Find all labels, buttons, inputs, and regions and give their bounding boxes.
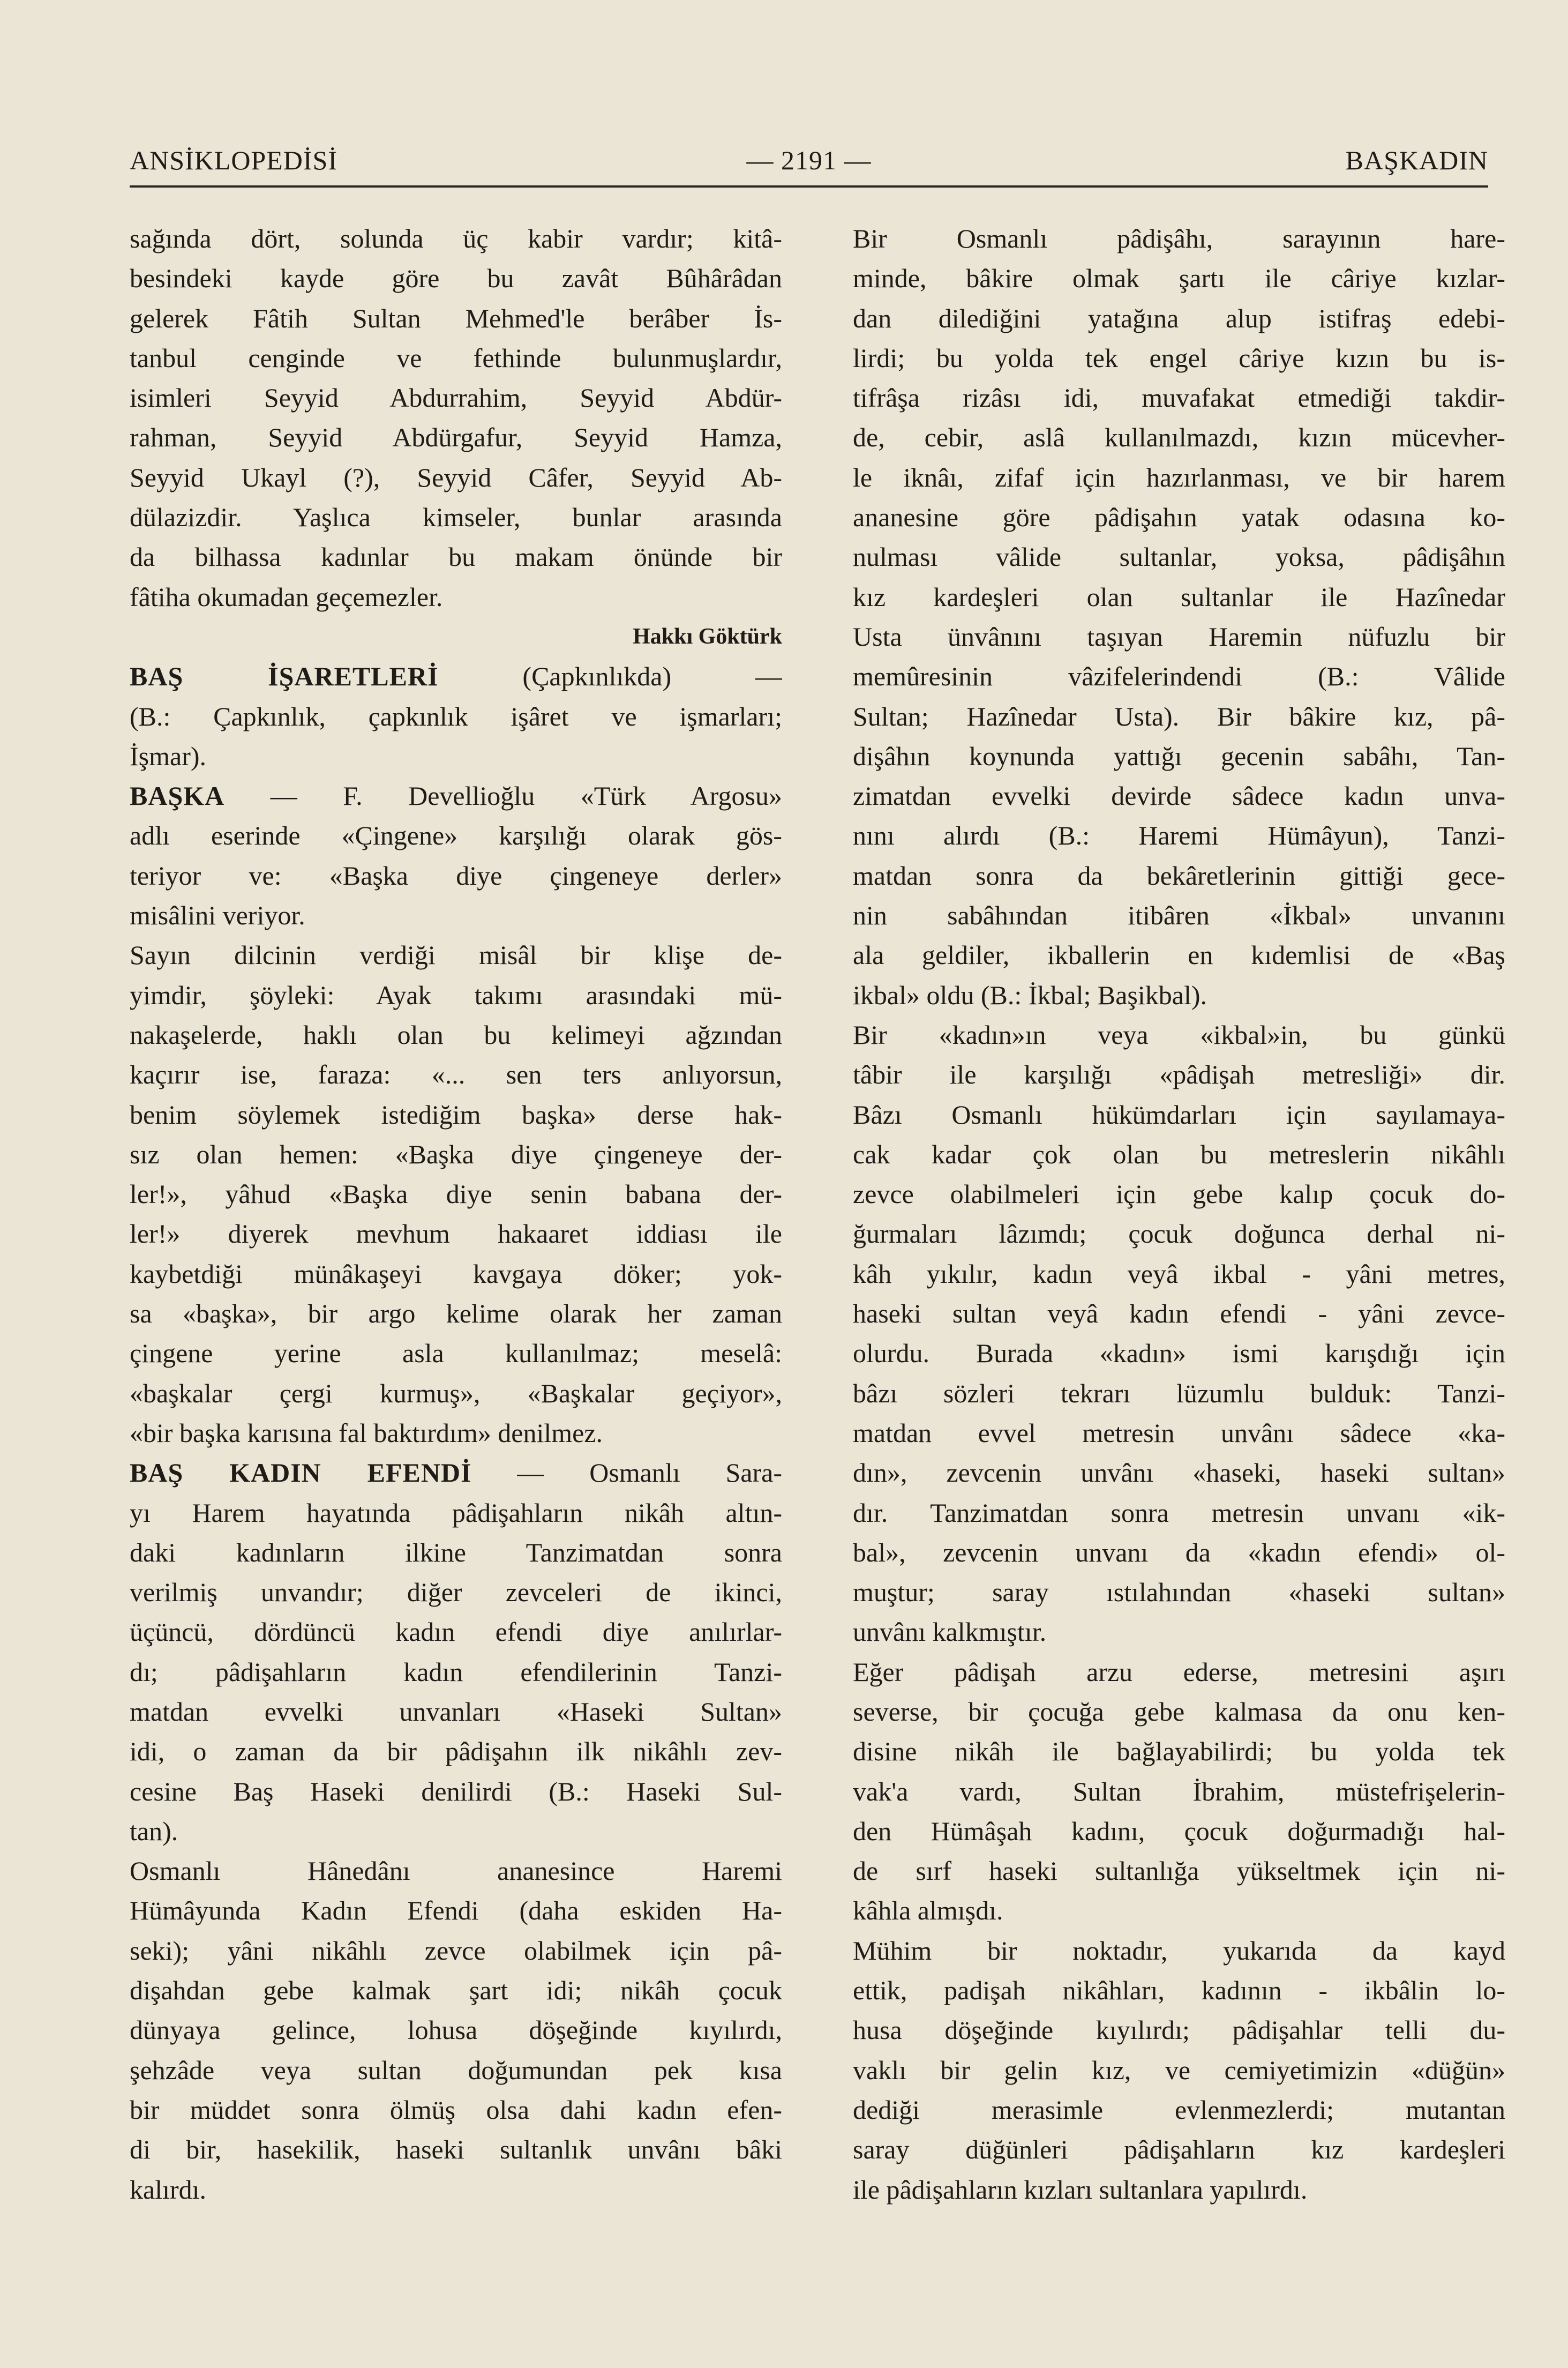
left-column-line [130,1294,782,1333]
right-column-line [853,1095,1505,1134]
entry-heading: BAŞ KADIN EFENDİ [130,1458,472,1488]
line-text: üçüncü, dördüncü kadın efendi diye anılırlar- [130,1617,782,1647]
left-column-line [130,1373,782,1413]
right-column-line [853,617,1505,656]
left-column-line [130,895,782,935]
right-column-line [853,497,1505,537]
left-column-line [130,1772,782,1811]
right-column-line [853,2090,1505,2130]
left-column-line [130,1055,782,1094]
line-text: gelerek Fâtih Sultan Mehmed'le berâber İs- [130,303,782,333]
right-column-line [853,1692,1505,1731]
line-text: tan). [130,1816,178,1846]
line-text: dın», zevcenin unvânı «haseki, haseki sultan» [853,1458,1505,1488]
line-text: lirdi; bu yolda tek engel câriye kızın bu is- [853,342,1505,373]
line-text: isimleri Seyyid Abdurrahim, Seyyid Abdür- [130,383,782,413]
line-text: ikbal» oldu (B.: İkbal; Başikbal). [853,980,1207,1010]
header-keyword: BAŞKADIN [1345,145,1488,175]
right-column-line [853,1174,1505,1214]
line-text: misâlini veriyor. [130,900,305,931]
left-column-line [130,697,782,736]
page-number: — 2191 — [746,145,872,175]
left-column [130,219,782,2209]
line-text: husa döşeğinde kıyılırdı; pâdişahlar telli du- [853,2015,1505,2045]
line-text: ettik, padişah nikâhları, kadının - ikbâlin lo- [853,1975,1505,2006]
left-column-line [130,1851,782,1891]
line-text: zimatdan evvelki devirde sâdece kadın unva- [853,781,1505,811]
line-text: dülazizdir. Yaşlıca kimseler, bunlar arasında [130,502,782,533]
line-text: «başkalar çergi kurmuş», «Başkalar geçiyor», [130,1378,782,1408]
line-text: «bir başka karısına fal baktırdım» denilmez. [130,1417,603,1448]
left-column-line [130,1891,782,1930]
line-text: tanbul cenginde ve fethinde bulunmuşlardır, [130,342,782,373]
line-text: matdan sonra da bekâretlerinin gittiği gece- [853,860,1505,891]
left-column-line [130,1015,782,1055]
line-text: Seyyid Ukayl (?), Seyyid Câfer, Seyyid Ab- [130,462,782,492]
line-text: severse, bir çocuğa gebe kalmasa da onu ken- [853,1696,1505,1727]
right-column-line [853,1333,1505,1373]
line-text: seki); yâni nikâhlı zevce olabilmek için pâ- [130,1935,782,1966]
line-text: de, cebir, aslâ kullanılmazdı, kızın mücevher- [853,422,1505,453]
header-title: ANSİKLOPEDİSİ [130,145,337,175]
line-text: nulması vâlide sultanlar, yoksa, pâdişâhın [853,542,1505,572]
right-column-line [853,298,1505,338]
line-text: dediği merasimle evlenmezlerdi; mutantan [853,2094,1505,2125]
right-column-line [853,1731,1505,1771]
line-text: ananesine göre pâdişahın yatak odasına ko- [853,502,1505,533]
left-column-line [130,975,782,1015]
right-column-line [853,1055,1505,1094]
left-column-line [130,1931,782,1970]
left-column-line [130,1095,782,1134]
left-column-line [130,258,782,298]
line-text: kaçırır ise, faraza: «... sen ters anlıyorsun, [130,1059,782,1090]
right-column-line [853,736,1505,776]
line-text: zevce olabilmeleri için gebe kalıp çocuk do- [853,1179,1505,1209]
left-column-line [130,935,782,975]
line-text: fâtiha okumadan geçemezler. [130,581,443,612]
left-column-line [130,1811,782,1851]
line-text: sız olan hemen: «Başka diye çingeneye der- [130,1139,782,1169]
line-text: Bir Osmanlı pâdişâhı, sarayının hare- [853,223,1505,253]
right-column-line [853,895,1505,935]
line-text: ler!» diyerek mevhum hakaaret iddiası ile [130,1219,782,1249]
left-column-line [130,2050,782,2090]
right-column-line [853,219,1505,258]
left-column-line [130,816,782,855]
line-text: İşmar). [130,741,206,771]
line-text: vaklı bir gelin kız, ve cemiyetimizin «düğün» [853,2055,1505,2085]
line-text: muştur; saray ıstılahından «haseki sultan» [853,1577,1505,1608]
left-column-line [130,1612,782,1652]
right-column-line [853,1294,1505,1333]
right-column-line [853,1373,1505,1413]
line-text: ler!», yâhud «Başka diye senin babana der- [130,1179,782,1209]
right-column-line [853,656,1505,696]
right-column-line [853,338,1505,378]
right-column-line [853,697,1505,736]
right-column-line [853,1891,1505,1930]
line-text: kâh yıkılır, kadın veyâ ikbal - yâni metres, [853,1258,1505,1289]
line-text: memûresinin vâzifelerindendi (B.: Vâlide [853,661,1505,692]
left-column-line [130,1731,782,1771]
entry-heading: BAŞKA [130,781,225,811]
left-column-line [130,1333,782,1373]
left-column-line [130,1413,782,1453]
right-column-line [853,1134,1505,1174]
right-column-line [853,577,1505,617]
right-column-line [853,776,1505,816]
right-column-line [853,417,1505,457]
line-text: verilmiş unvandır; diğer zevceleri de ikinci, [130,1577,782,1608]
line-text: rahman, Seyyid Abdürgafur, Seyyid Hamza, [130,422,782,453]
left-column-line [130,338,782,378]
line-text: Osmanlı Hânedânı ananesince Haremi [130,1856,782,1886]
line-text: idi, o zaman da bir pâdişahın ilk nikâhlı zev- [130,1736,782,1767]
line-text: yı Harem hayatında pâdişahların nikâh altın- [130,1497,782,1528]
right-column-line [853,2170,1505,2209]
left-column-line [130,856,782,895]
left-column-line [130,2090,782,2130]
right-column-line [853,1015,1505,1055]
right-column-line [853,856,1505,895]
line-text: tifrâşa rizâsı idi, muvafakat etmediği takdir- [853,383,1505,413]
line-text: matdan evvelki unvanları «Haseki Sultan» [130,1696,782,1727]
left-column-line [130,1254,782,1294]
right-column-line [853,1811,1505,1851]
left-column-line [130,1453,782,1492]
line-text: (Çapkınlıkda) — [438,661,782,692]
running-header [130,137,1488,188]
left-column-line [130,1692,782,1731]
right-column-line [853,1772,1505,1811]
line-text: Bâzı Osmanlı hükümdarları için sayılamaya- [853,1099,1505,1130]
left-column-line [130,656,782,696]
line-text: nin sabâhından itibâren «İkbal» unvanını [853,900,1505,931]
line-text: tâbir ile karşılığı «pâdişah metresliği» dir. [853,1059,1505,1090]
right-column-line [853,1214,1505,1253]
right-column-line [853,1851,1505,1891]
line-text: teriyor ve: «Başka diye çingeneye derler» [130,860,782,891]
line-text: matdan evvel metresin unvânı sâdece «ka- [853,1417,1505,1448]
line-text: besindeki kayde göre bu zavât Bûhârâdan [130,263,782,294]
left-column-line [130,1174,782,1214]
line-text: Hakkı Göktürk [633,624,782,649]
line-text: Sayın dilcinin verdiği misâl bir klişe de- [130,940,782,970]
line-text: kız kardeşleri olan sultanlar ile Hazînedar [853,581,1505,612]
line-text: da bilhassa kadınlar bu makam önünde bir [130,542,782,572]
line-text: Hümâyunda Kadın Efendi (daha eskiden Ha- [130,1895,782,1926]
line-text: dişâhın koynunda yattığı gecenin sabâhı, Tan- [853,741,1505,771]
line-text: kâhla almışdı. [853,1895,1003,1926]
right-column-line [853,1970,1505,2010]
line-text: çingene yerine asla kullanılmaz; meselâ: [130,1338,782,1369]
right-column-line [853,1652,1505,1692]
left-column-line [130,1493,782,1533]
right-column-line [853,1254,1505,1294]
line-text: cak kadar çok olan bu metreslerin nikâhlı [853,1139,1505,1169]
right-column-line [853,2130,1505,2169]
line-text: saray düğünleri pâdişahların kız kardeşleri [853,2134,1505,2165]
line-text: benim söylemek istediğim başka» derse hak- [130,1099,782,1130]
line-text: yimdir, şöyleki: Ayak takımı arasındaki mü- [130,980,782,1010]
line-text: unvânı kalkmıştır. [853,1617,1047,1647]
right-column-line [853,2010,1505,2050]
line-text: dünyaya gelince, lohusa döşeğinde kıyılırdı, [130,2015,782,2045]
line-text: bal», zevcenin unvanı da «kadın efendi» ol- [853,1537,1505,1567]
left-column-line [130,537,782,577]
right-column-line [853,2050,1505,2090]
line-text: Bir «kadın»ın veya «ikbal»in, bu günkü [853,1019,1505,1050]
line-text: haseki sultan veyâ kadın efendi - yâni zevce- [853,1298,1505,1329]
left-column-line [130,2130,782,2169]
line-text: le iknâı, zifaf için hazırlanması, ve bir harem [853,462,1505,492]
line-text: minde, bâkire olmak şartı ile câriye kızlar- [853,263,1505,294]
right-column-line [853,1931,1505,1970]
left-column-line [130,736,782,776]
line-text: olurdu. Burada «kadın» ismi karışdığı için [853,1338,1505,1369]
left-column-line [130,378,782,417]
left-column-line [130,1134,782,1174]
right-column-line [853,935,1505,975]
line-text: Usta ünvânını taşıyan Haremin nüfuzlu bir [853,621,1505,652]
line-text: Eğer pâdişah arzu ederse, metresini aşırı [853,1656,1505,1687]
left-column-line [130,458,782,497]
right-column-line [853,458,1505,497]
line-text: (B.: Çapkınlık, çapkınlık işâret ve işmarları; [130,701,782,731]
entry-heading: BAŞ İŞARETLERİ [130,661,439,692]
left-column-line [130,1970,782,2010]
right-column-line [853,378,1505,417]
left-column-line [130,1572,782,1612]
line-text: Mühim bir noktadır, yukarıda da kayd [853,1935,1505,1966]
line-text: nakaşelerde, haklı olan bu kelimeyi ağzından [130,1019,782,1050]
author-signature [130,617,782,656]
left-column-line [130,298,782,338]
line-text: — Osmanlı Sara- [471,1458,782,1488]
right-column-line [853,1612,1505,1652]
line-text: dişahdan gebe kalmak şart idi; nikâh çocuk [130,1975,782,2006]
line-text: disine nikâh ile bağlayabilirdi; bu yolda tek [853,1736,1505,1767]
line-text: bâzı sözleri tekrarı lüzumlu bulduk: Tanzi- [853,1378,1505,1408]
left-column-line [130,577,782,617]
line-text: adlı eserinde «Çingene» karşılığı olarak gös- [130,820,782,851]
right-column-line [853,537,1505,577]
right-column-line [853,1493,1505,1533]
line-text: — F. Devellioğlu «Türk Argosu» [224,781,782,811]
left-column-line [130,219,782,258]
line-text: cesine Baş Haseki denilirdi (B.: Haseki Sul- [130,1776,782,1806]
line-text: kaybetdiği münâkaşeyi kavgaya döker; yok- [130,1258,782,1289]
line-text: nını alırdı (B.: Haremi Hümâyun), Tanzi- [853,820,1505,851]
line-text: di bir, hasekilik, haseki sultanlık unvânı bâki [130,2134,782,2165]
left-column-line [130,1533,782,1572]
left-column-line [130,2170,782,2209]
line-text: ğurmaları lâzımdı; çocuk doğunca derhal ni- [853,1219,1505,1249]
right-column-line [853,1572,1505,1612]
line-text: ala geldiler, ikballerin en kıdemlisi de «Baş [853,940,1505,970]
left-column-line [130,1214,782,1253]
line-text: den Hümâşah kadını, çocuk doğurmadığı hal- [853,1816,1505,1846]
left-column-line [130,776,782,816]
line-text: bir müddet sonra ölmüş olsa dahi kadın efen- [130,2094,782,2125]
right-column-line [853,816,1505,855]
right-column [853,219,1505,2209]
left-column-line [130,1652,782,1692]
line-text: kalırdı. [130,2174,207,2205]
line-text: daki kadınların ilkine Tanzimatdan sonra [130,1537,782,1567]
right-column-line [853,1533,1505,1572]
right-column-line [853,258,1505,298]
left-column-line [130,2010,782,2050]
line-text: de sırf haseki sultanlığa yükseltmek için ni- [853,1856,1505,1886]
line-text: vak'a vardı, Sultan İbrahim, müstefrişelerin- [853,1776,1505,1806]
line-text: dı; pâdişahların kadın efendilerinin Tanzi- [130,1656,782,1687]
line-text: Sultan; Hazînedar Usta). Bir bâkire kız, pâ- [853,701,1505,731]
right-column-line [853,1453,1505,1492]
right-column-line [853,1413,1505,1453]
line-text: sağında dört, solunda üç kabir vardır; kitâ- [130,223,782,253]
right-column-line [853,975,1505,1015]
line-text: dan dilediğini yatağına alup istifraş edebi- [853,303,1505,333]
left-column-line [130,497,782,537]
line-text: dır. Tanzimatdan sonra metresin unvanı «ik- [853,1497,1505,1528]
line-text: şehzâde veya sultan doğumundan pek kısa [130,2055,782,2085]
line-text: sa «başka», bir argo kelime olarak her zaman [130,1298,782,1329]
line-text: ile pâdişahların kızları sultanlara yapılırdı. [853,2174,1308,2205]
left-column-line [130,417,782,457]
